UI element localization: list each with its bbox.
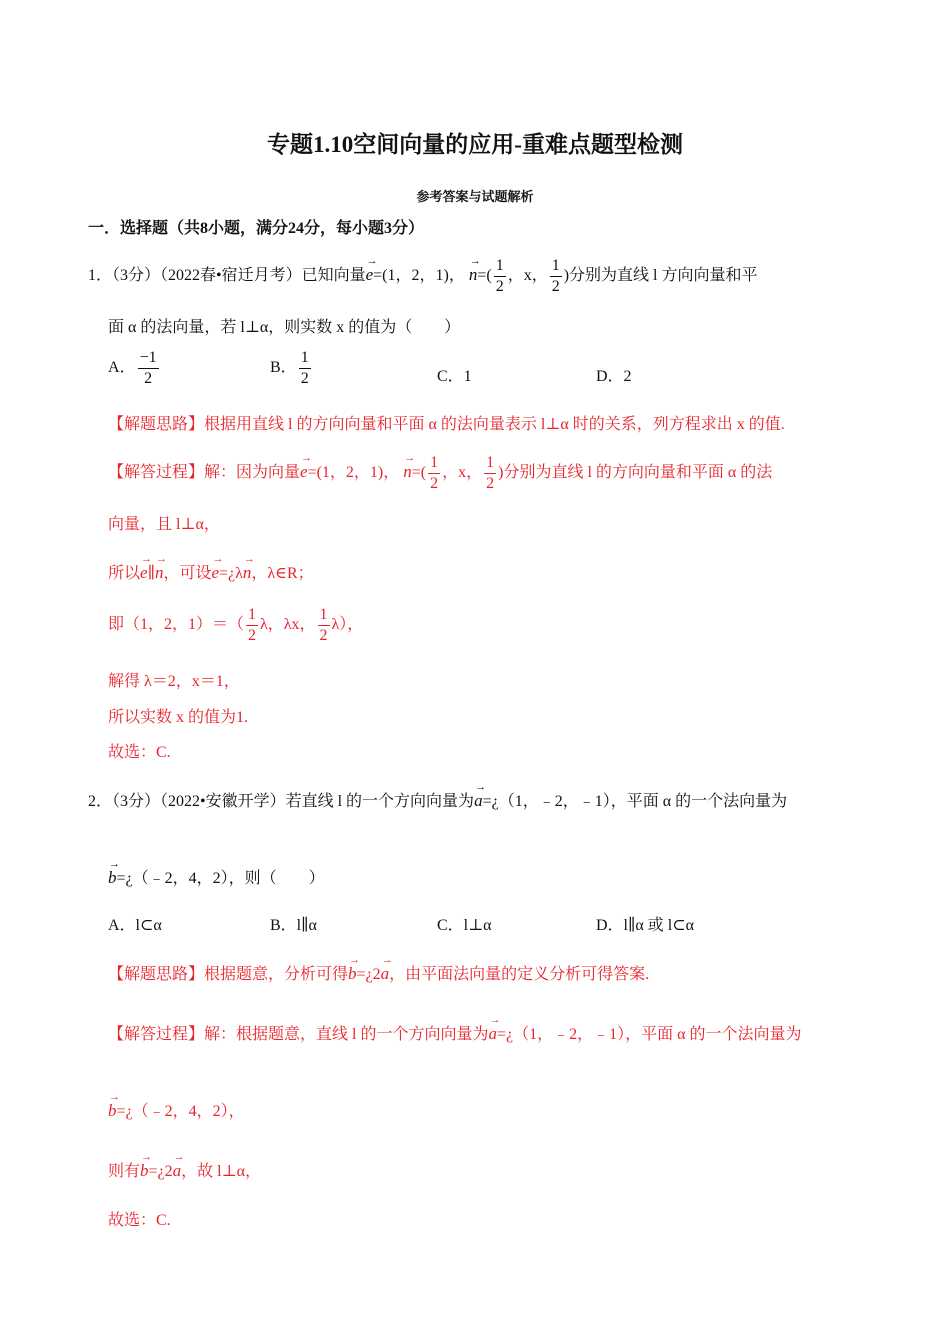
q1-solution-process-line3: 所以 → e∥ → n，可设 → e=¿λ → n，λ∈R； xyxy=(108,553,314,582)
fraction-half: $\frac{1}{2}$ xyxy=(551,257,560,295)
q1-option-b: B． $\frac{1}{2}$ xyxy=(270,349,309,387)
q2-answer: 故选：C. xyxy=(108,1212,171,1229)
q1-answer: 故选：C. xyxy=(108,744,171,761)
q2-stem-line2: → b=¿（﹣2，4，2），则（ ） xyxy=(108,858,325,887)
page-subtitle: 参考答案与试题解析 xyxy=(416,189,534,204)
page-title: 专题1.10空间向量的应用-重难点题型检测 xyxy=(267,132,683,157)
section-header: 一．选择题（共8小题，满分24分，每小题3分） xyxy=(88,220,425,237)
q1-solution-idea: 【解题思路】根据用直线 l 的方向向量和平面 α 的法向量表示 l⊥α 时的关系，列方程求出 x 的值. xyxy=(108,416,785,433)
q2-solution-process-line1: 【解答过程】解：根据题意，直线 l 的一个方向向量为 → a=¿（1，﹣2，﹣1），平面 α 的一个法向量为 xyxy=(108,1014,802,1043)
q2-option-d: D．l∥α 或 l⊂α xyxy=(596,917,695,934)
q1-option-c: C．1 xyxy=(437,368,472,385)
q2-stem-line1: 2．（3分）（2022•安徽开学）若直线 l 的一个方向向量为 → a=¿（1，﹣2，﹣1），平面 α 的一个法向量为 xyxy=(88,781,788,810)
q2-solution-idea: 【解题思路】根据题意，分析可得 → b=¿2 → a，由平面法向量的定义分析可得答案. xyxy=(108,954,650,983)
q2-option-a: A．l⊂α xyxy=(108,917,162,934)
q1-solution-process-line5: 解得 λ＝2，x＝1， xyxy=(108,673,240,690)
q1-option-a: A． $\frac{-1}{2}$ xyxy=(108,349,157,387)
q1-stem-line1: 1．（3分）（2022春•宿迁月考）已知向量 → e=(1，2，1)， → n=( $\frac{1}{2}$ ，x， $\frac{1}{2}$ )分别为直线 l 方向向量和平 xyxy=(88,255,758,295)
q1-stem-line2: 面 α 的法向量，若 l⊥α，则实数 x 的值为（ ） xyxy=(108,319,461,336)
q1-solution-process-line1: 【解答过程】解：因为向量 → e=(1，2，1)， → n=( $\frac{1}{2}$ ，x， $\frac{1}{2}$ )分别为直线 l 的方向向量和平面 α 的法 xyxy=(108,452,773,492)
q2-solution-process-line2: → b=¿（﹣2，4，2）， xyxy=(108,1091,245,1120)
q2-option-b: B．l∥α xyxy=(270,917,317,934)
q2-option-c: C．l⊥α xyxy=(437,917,492,934)
q1-solution-process-line4: 即（1，2，1）＝（ $\frac{1}{2}$ λ，λx， $\frac{1}{2}$ λ）， xyxy=(108,606,364,644)
vector-e: → e xyxy=(365,255,378,285)
q1-solution-process-line2: 向量，且 l⊥α， xyxy=(108,516,220,533)
fraction-half: $\frac{1}{2}$ xyxy=(495,257,504,295)
q2-solution-process-line3: 则有 → b=¿2 → a，故 l⊥α， xyxy=(108,1151,262,1180)
q1-solution-process-line6: 所以实数 x 的值为1. xyxy=(108,709,249,726)
vector-n: → n xyxy=(468,255,481,285)
q1-option-d: D．2 xyxy=(596,368,632,385)
